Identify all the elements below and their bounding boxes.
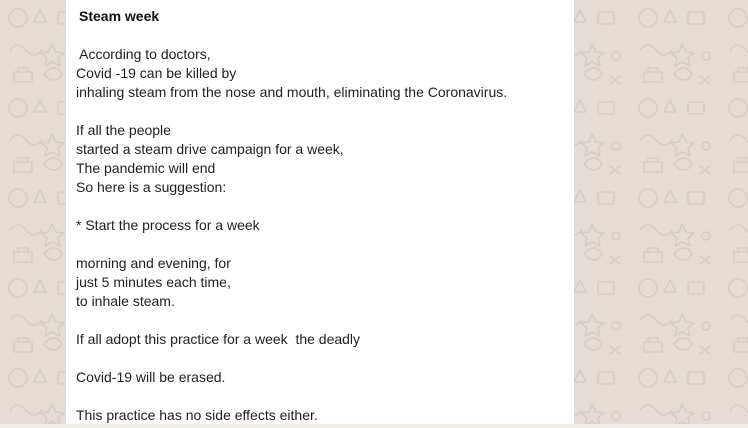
message-line: started a steam drive campaign for a week, xyxy=(76,141,344,157)
message-line: inhaling steam from the nose and mouth, eliminating the Coronavirus. xyxy=(76,84,508,100)
message-line: So here is a suggestion: xyxy=(76,179,227,195)
message-line: to inhale steam. xyxy=(76,293,175,309)
message-line: The pandemic will end xyxy=(76,160,216,176)
message-line: If all the people xyxy=(76,122,171,138)
message-line: According to doctors, xyxy=(76,46,211,62)
message-line: If all adopt this practice for a week the deadly xyxy=(76,331,361,347)
bottom-strip xyxy=(0,424,748,428)
message-line: Covid-19 will be erased. xyxy=(76,369,226,385)
message-line: just 5 minutes each time, xyxy=(76,274,231,290)
message-title: Steam week xyxy=(79,8,160,24)
message-line: morning and evening, for xyxy=(76,255,231,271)
message-line: Covid -19 can be killed by xyxy=(76,65,237,81)
message-line: This practice has no side effects either. xyxy=(76,407,318,423)
message-line: * Start the process for a week xyxy=(76,217,260,233)
message-bubble xyxy=(66,0,574,424)
